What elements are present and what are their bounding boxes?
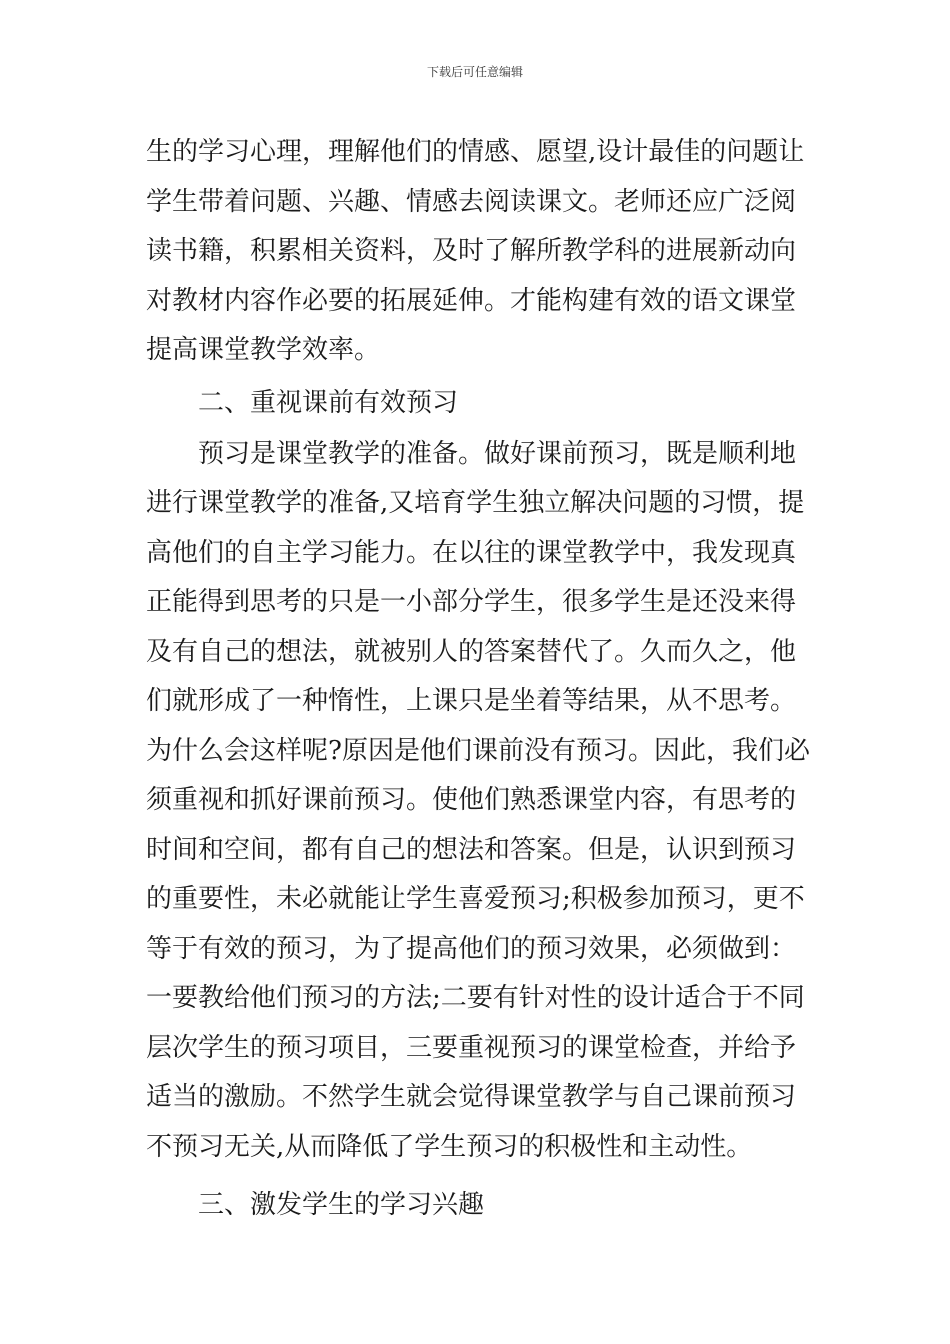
text-line: 的重要性，未必就能让学生喜爱预习;积极参加预习，更不 — [146, 884, 805, 914]
text-line: 提高课堂教学效率。 — [146, 335, 381, 365]
text-line: 进行课堂教学的准备,又培育学生独立解决问题的习惯，提 — [146, 488, 805, 518]
text-line: 高他们的自主学习能力。在以往的课堂教学中，我发现真 — [146, 537, 797, 568]
text-line: 正能得到思考的只是一小部分学生，很多学生是还没来得 — [146, 587, 797, 617]
text-line: 一要教给他们预习的方法;二要有针对性的设计适合于不同 — [146, 983, 805, 1013]
text-line: 等于有效的预习，为了提高他们的预习效果，必须做到： — [146, 933, 797, 964]
section-heading-2: 二、重视课前有效预习 — [198, 387, 459, 418]
text-line: 不预习无关,从而降低了学生预习的积极性和主动性。 — [146, 1131, 753, 1162]
section-heading-3: 三、激发学生的学习兴趣 — [198, 1190, 485, 1220]
text-line: 对教材内容作必要的拓展延伸。才能构建有效的语文课堂 — [146, 285, 797, 316]
text-line: 们就形成了一种惰性，上课只是坐着等结果，从不思考。 — [146, 686, 797, 716]
text-line: 读书籍，积累相关资料，及时了解所教学科的进展新动向 — [146, 236, 797, 266]
text-line: 层次学生的预习项目，三要重视预习的课堂检查，并给予 — [146, 1032, 797, 1063]
text-line: 及有自己的想法，就被别人的答案替代了。久而久之，他 — [146, 636, 797, 667]
text-line: 生的学习心理，理解他们的情感、愿望,设计最佳的问题让 — [146, 137, 805, 167]
text-line: 时间和空间，都有自己的想法和答案。但是，认识到预习 — [146, 834, 797, 865]
text-line: 须重视和抓好课前预习。使他们熟悉课堂内容，有思考的 — [146, 785, 797, 815]
document-body — [146, 128, 810, 1232]
text-line: 学生带着问题、兴趣、情感去阅读课文。老师还应广泛阅 — [146, 186, 797, 217]
page-header-note: 下载后可任意编辑 — [426, 65, 523, 79]
text-line: 预习是课堂教学的准备。做好课前预习，既是顺利地 — [198, 438, 797, 469]
text-line: 适当的激励。不然学生就会觉得课堂教学与自己课前预习 — [146, 1082, 797, 1112]
text-line: 为什么会这样呢?原因是他们课前没有预习。因此，我们必 — [146, 735, 810, 766]
